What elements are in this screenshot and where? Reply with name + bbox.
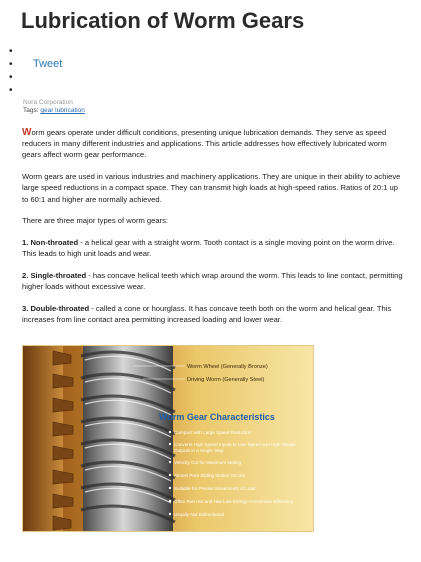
tags-line	[23, 107, 85, 114]
type-desc: - a helical gear with a straight worm. Tooth contact is a single moving point on the worm drive. This leads to high unit loads and wear.	[22, 237, 395, 259]
intro-text: orm gears operate under difficult conditions, presenting unique lubrication demands. They serve as speed reducers in many different industries and applications. This article addresses how effectively lubricated worm gears affect worm gear performance.	[22, 128, 387, 160]
intro-paragraph	[22, 127, 404, 161]
characteristics-heading: Worm Gear Characteristics	[159, 412, 275, 422]
paragraph: There are three major types of worm gears:	[22, 216, 169, 226]
characteristic-item: Usually Not Bidirectional	[174, 512, 224, 517]
type-paragraph	[22, 270, 404, 292]
worm-gear-figure	[22, 345, 314, 532]
share-item: • Tweet	[9, 58, 63, 70]
characteristic-item: Suitable for Precise Movements of Load	[174, 486, 256, 491]
tweet-link[interactable]: Tweet	[33, 58, 63, 70]
paragraph: Worm gears are used in various industries and machinery applications. They are unique in their ability to achieve large speed reductions in a compact space. They can transmit high loads at high-speed ratios. Ratios of 20:1 up to 60:1 and higher are normally achieved.	[22, 172, 401, 204]
type-name: 3. Double-throated	[22, 303, 90, 313]
characteristic-item: Almost Pure Sliding Motion Occurs	[174, 473, 245, 478]
label-worm-wheel: Worm Wheel (Generally Bronze)	[187, 364, 268, 370]
article-body	[22, 127, 404, 336]
share-item: •	[9, 46, 13, 57]
type-name: 2. Single-throated	[22, 270, 87, 280]
characteristic-item: Velocity Cut for Maximum Mating	[174, 460, 242, 465]
type-desc: - has concave helical teeth which wrap around the worm. This leads to line contact, permitting higher loads without excessive wear.	[22, 270, 403, 292]
drop-cap: W	[22, 127, 32, 138]
characteristic-item: Compact with Large Speed Reduction	[174, 430, 252, 435]
driving-worm-shape	[81, 346, 175, 531]
characteristic-item: Often Run Hot and Has Low Energy-Conversion Efficiency	[174, 499, 293, 504]
share-list	[9, 45, 409, 97]
type-paragraph	[22, 237, 404, 259]
worm-gear-illustration	[23, 346, 313, 531]
type-paragraph	[22, 303, 404, 325]
tags-label: Tags:	[23, 107, 39, 114]
characteristic-item: Converts High Speed Inputs to Low Speed and High Torque Outputs in a Single Step	[174, 442, 296, 453]
author-byline: Nora Corporation	[23, 99, 73, 106]
tag-link[interactable]: gear lubrication	[40, 107, 85, 114]
type-name: 1. Non-throated	[22, 237, 79, 247]
label-driving-worm: Driving Worm (Generally Steel)	[187, 377, 265, 383]
page-title: Lubrication of Worm Gears	[21, 8, 305, 33]
type-desc: - called a cone or hourglass. It has concave teeth both on the worm and helical gear. This increases from line contact area permitting increased loading and lower wear.	[22, 303, 392, 324]
share-item: •	[9, 72, 13, 83]
share-item: •	[9, 85, 13, 96]
